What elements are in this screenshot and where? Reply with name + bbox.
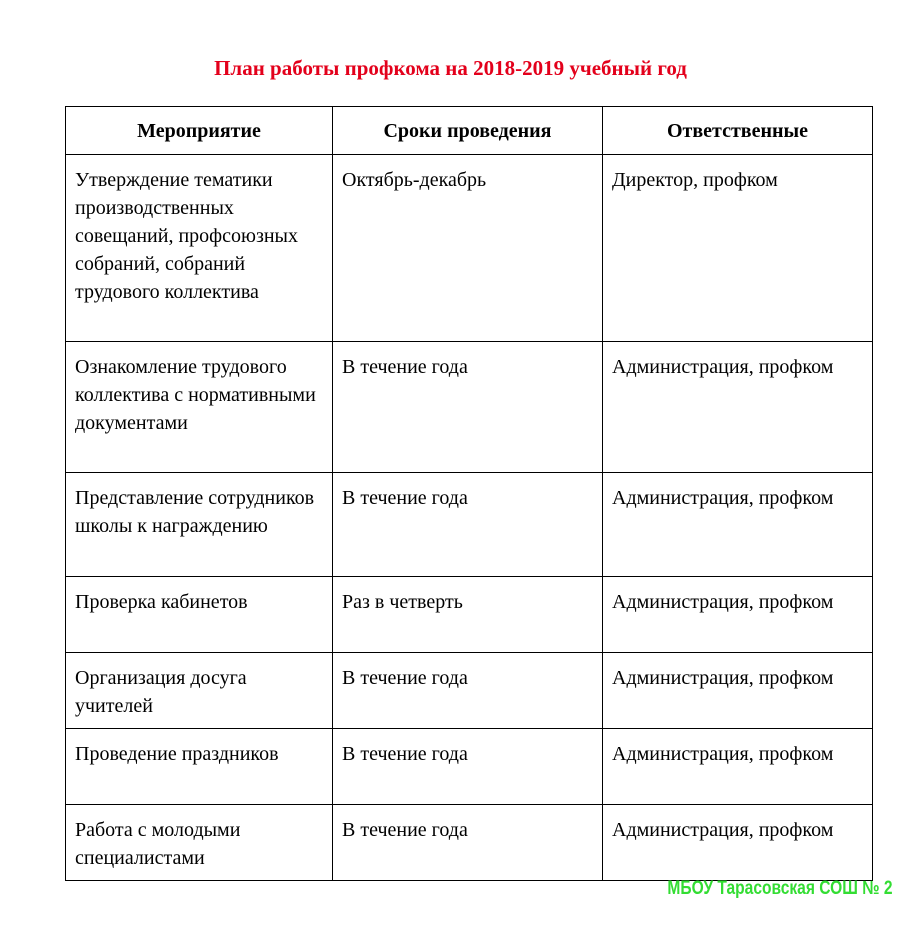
- cell-event: Проведение праздников: [66, 729, 333, 805]
- cell-responsible: Администрация, профком: [603, 729, 873, 805]
- table-row: [66, 653, 873, 729]
- cell-dates: В течение года: [333, 805, 603, 881]
- cell-dates: Раз в четверть: [333, 577, 603, 653]
- table-row: [66, 805, 873, 881]
- cell-dates: В течение года: [333, 653, 603, 729]
- cell-dates: В течение года: [333, 473, 603, 577]
- cell-event: Представление сотрудников школы к награждению: [66, 473, 333, 577]
- cell-responsible: Администрация, профком: [603, 653, 873, 729]
- cell-dates: В течение года: [333, 342, 603, 473]
- cell-responsible: Администрация, профком: [603, 342, 873, 473]
- plan-table: [65, 106, 873, 881]
- header-responsible: Ответственные: [603, 107, 873, 155]
- table-row: [66, 155, 873, 342]
- cell-event: Ознакомление трудового коллектива с нормативными документами: [66, 342, 333, 473]
- header-dates: Сроки проведения: [333, 107, 603, 155]
- table-row: [66, 473, 873, 577]
- cell-responsible: Администрация, профком: [603, 805, 873, 881]
- cell-responsible: Директор, профком: [603, 155, 873, 342]
- header-event: Мероприятие: [66, 107, 333, 155]
- cell-event: Работа с молодыми специалистами: [66, 805, 333, 881]
- cell-event: Утверждение тематики производственных совещаний, профсоюзных собраний, собраний трудового коллектива: [66, 155, 333, 342]
- table-row: [66, 577, 873, 653]
- cell-responsible: Администрация, профком: [603, 577, 873, 653]
- cell-event: Организация досуга учителей: [66, 653, 333, 729]
- table-row: [66, 729, 873, 805]
- cell-dates: Октябрь-декабрь: [333, 155, 603, 342]
- cell-responsible: Администрация, профком: [603, 473, 873, 577]
- table-header-row: [66, 107, 873, 155]
- plan-table-container: [65, 106, 872, 881]
- cell-event: Проверка кабинетов: [66, 577, 333, 653]
- school-label: МБОУ Тарасовская СОШ № 2: [667, 878, 893, 899]
- table-row: [66, 342, 873, 473]
- page-title: План работы профкома на 2018-2019 учебный год: [214, 56, 687, 80]
- cell-dates: В течение года: [333, 729, 603, 805]
